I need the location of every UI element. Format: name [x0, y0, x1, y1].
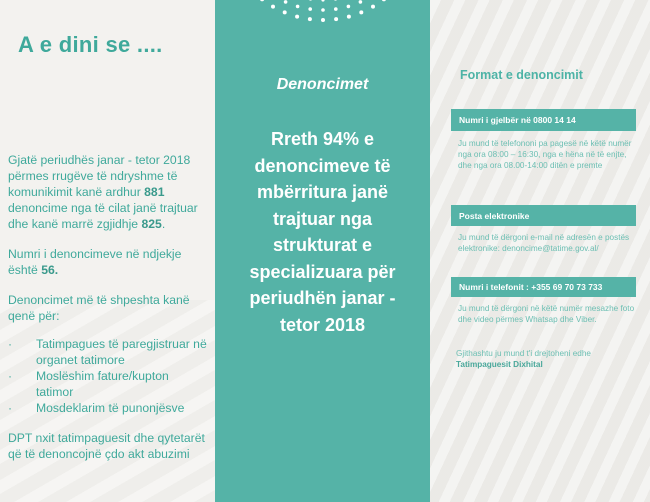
decoration-dot	[271, 5, 275, 9]
bullet-dot: ·	[8, 401, 13, 415]
decoration-dot	[308, 7, 312, 11]
phone-bar: Numri i telefonit : +355 69 70 73 733	[451, 277, 636, 297]
decoration-dot	[334, 17, 338, 21]
digital-taxpayer-text: Gjithashtu ju mund t'i drejtoheni edhe Tatimpaguesit Dixhital	[456, 349, 591, 369]
center-panel	[215, 0, 430, 502]
decoration-dot	[321, 0, 324, 2]
bullet-dot: ·	[8, 369, 13, 383]
dotted-circle-decoration	[218, 0, 428, 28]
decoration-dot	[333, 0, 336, 1]
paragraph-stats: Gjatë periudhës janar - tetor 2018 përmes rrugëve të ndryshme të komunikimit kanë ardhur 881 denoncime nga të cilat janë trajtuar dhe kanë marrë zgjidhje 825.	[8, 153, 198, 231]
center-subtitle: Denoncimet	[276, 76, 369, 93]
list-item: · Tatimpagues të paregjistruar në organet tatimore	[8, 337, 207, 367]
resolved-count: 825	[141, 217, 162, 231]
left-title: A e dini se ....	[18, 32, 163, 57]
paragraph-encourage: DPT nxit tatimpaguesit dhe qytetarët që të denoncojnë çdo akt abuzimi	[8, 431, 205, 461]
digital-taxpayer-name: Tatimpaguesit Dixhital	[456, 360, 543, 369]
decoration-dot	[260, 0, 264, 1]
decoration-dot	[295, 5, 299, 9]
decoration-dot	[295, 15, 299, 19]
green-number-text: Ju mund të telefononi pa pagesë në këtë numër nga ora 08:00 – 16:30, nga e hëna në të enjte, dhe nga ora 08.00-14:00 ditën e premte	[458, 139, 632, 170]
bullet-dot: ·	[8, 337, 13, 351]
green-number-bar: Numri i gjelbër në 0800 14 14	[451, 109, 636, 131]
decoration-dot	[346, 15, 350, 19]
phone-text: Ju mund të dërgoni në këtë numër mesazhe foto dhe video përmes Whatsap dhe Viber.	[458, 304, 635, 324]
total-count: 881	[144, 185, 165, 199]
paragraph-pending: Numri i denoncimeve në ndjekje është 56.	[8, 247, 182, 277]
decoration-dot	[358, 0, 362, 4]
center-headline: Rreth 94% e denoncimeve të mbërritura janë trajtuar nga strukturat e specializuara për periudhën janar - tetor 2018	[249, 129, 396, 335]
decoration-dot	[359, 10, 363, 14]
decoration-dot	[321, 18, 325, 22]
decoration-dot	[308, 0, 311, 1]
left-body	[8, 152, 208, 476]
list-item: · Moslëshim fature/kupton tatimor	[8, 369, 169, 399]
decoration-dot	[321, 8, 325, 12]
decoration-dot	[334, 7, 338, 11]
decoration-dot	[307, 17, 311, 21]
right-panel	[430, 0, 650, 502]
decoration-dot	[282, 10, 286, 14]
right-title: Format e denoncimit	[460, 68, 583, 82]
left-panel	[0, 0, 215, 502]
email-text: Ju mund të dërgoni e-mail në adresën e postës elektronike: denoncime@tatime.gov.al/	[458, 233, 630, 253]
decoration-dot	[371, 5, 375, 9]
pending-count: 56.	[41, 263, 59, 277]
decoration-dot	[346, 5, 350, 9]
list-item: · Mosdeklarim të punonjësve	[8, 401, 185, 415]
decoration-dot	[283, 0, 287, 4]
paragraph-frequent: Denoncimet më të shpeshta kanë qenë për:	[8, 293, 190, 323]
email-bar: Posta elektronike	[451, 205, 636, 226]
decoration-dot	[381, 0, 385, 1]
